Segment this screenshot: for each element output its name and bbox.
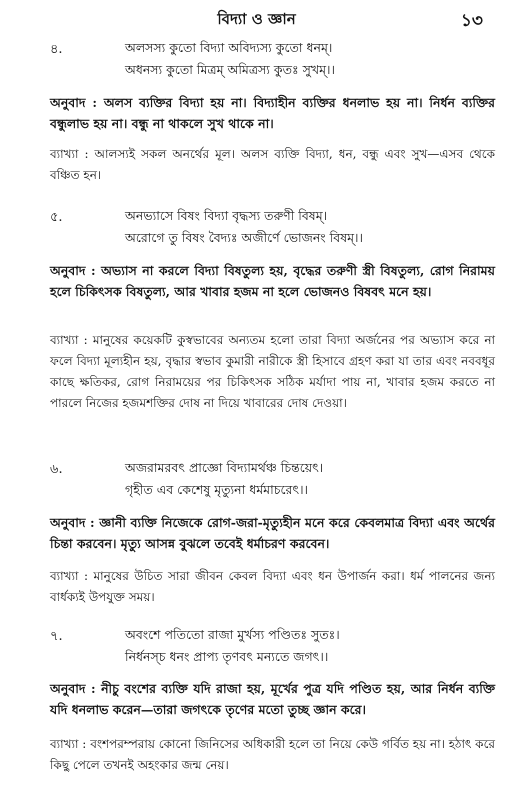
verse-line: নির্ধনস্চ ধনং প্রাপ্য তৃণবৎ মন্যতে জগৎ।। (125, 649, 329, 664)
explanation-text: বংশপরম্পরায় কোনো জিনিসের অধিকারী হলে তা নিয়ে কেউ গর্বিত হয় না। হঠাৎ করে কিছু পেলে তখনই অহংকার জন্ম নেয়। (50, 737, 495, 772)
verse-line: অধনস্য কুতো মিত্রম্ অমিত্রস্য কুতঃ সুখম্।। (125, 62, 336, 77)
translation-label: অনুবাদ : (50, 95, 97, 110)
translation-text: নীচু বংশের ব্যক্তি যদি রাজা হয়, মূর্খের পুত্র যদি পণ্ডিত হয়, আর নির্ধন ব্যক্তি যদি ধনলাভ করেন—তারা জগৎকে তৃণের মতো তুচ্ছ জ্ঞান করে। (50, 681, 495, 717)
explanation-5 (50, 330, 495, 414)
verse-line: অবংশে পতিতো রাজা মুর্খস্য পণ্ডিতঃ সুতঃ। (125, 627, 340, 642)
translation-5 (50, 260, 495, 302)
verse-line: অজরামরবৎ প্রাজ্ঞো বিদ্যামর্থঞ্চ চিন্তয়েৎ। (125, 460, 324, 475)
verse-line: গৃহীত এব কেশেষু মৃত্যুনা ধর্মমাচরেৎ।। (125, 482, 309, 497)
translation-6 (50, 512, 495, 554)
running-head: বিদ্যা ও জ্ঞান (217, 10, 296, 28)
translation-label: অনুবাদ : (50, 263, 96, 278)
explanation-text: মানুষের উচিত সারা জীবন কেবল বিদ্যা এবং ধন উপার্জন করা। ধর্ম পালনের জন্য বার্ধক্যই উপযুক্ত সময়। (50, 569, 495, 604)
translation-label: অনুবাদ : (50, 681, 96, 696)
verse-5 (50, 208, 490, 252)
verse-number: ৫. (50, 210, 63, 225)
explanation-6 (50, 566, 495, 608)
verse-number: ৭. (50, 629, 63, 644)
explanation-text: মানুষের কয়েকটি কুস্বভাবের অন্যতম হলো তারা বিদ্যা অর্জনের পর অভ্যাস করে না ফলে বিদ্যা মূল্যহীন হয়, বৃদ্ধার স্বভাব কুমারী নারীকে স্ত্রী হিসাবে গ্রহণ করা যা তার এবং নববধূর কাছে ক্ষতিকর, রোগ নিরাময়ের পর চিকিৎসক সঠিক মর্যাদা পায় না, খাবার হজম করতে না পারলে নিজের হজমশক্তির দোষ না দিয়ে খাবারের দোষ দেওয়া। (50, 333, 495, 410)
verse-line: অনভ্যাসে বিষং বিদ্যা বৃদ্ধস্য তরুণী বিষম্। (125, 208, 328, 223)
translation-7 (50, 678, 495, 720)
verse-7 (50, 627, 490, 671)
explanation-7 (50, 734, 495, 776)
explanation-4 (50, 144, 495, 186)
translation-label: অনুবাদ : (50, 515, 95, 530)
explanation-label: ব্যাখ্যা : (50, 333, 88, 347)
translation-text: জ্ঞানী ব্যক্তি নিজেকে রোগ-জরা-মৃত্যুহীন মনে করে কেবলমাত্র বিদ্যা এবং অর্থের চিন্তা করবেন। মৃত্যু আসন্ন বুঝলে তবেই ধর্মাচরণ করবেন। (50, 515, 495, 551)
explanation-label: ব্যাখ্যা : (50, 737, 87, 751)
verse-4 (50, 40, 490, 84)
page-header (0, 8, 513, 30)
page-number: ১৩ (460, 11, 483, 31)
explanation-label: ব্যাখ্যা : (50, 569, 88, 583)
verse-number: ৪. (50, 42, 63, 57)
translation-4 (50, 92, 495, 134)
verse-line: অলসস্য কুতো বিদ্যা অবিদ্যস্য কুতো ধনম্। (125, 40, 333, 55)
verse-6 (50, 460, 490, 504)
translation-text: অলস ব্যক্তির বিদ্যা হয় না। বিদ্যাহীন ব্যক্তির ধনলাভ হয় না। নির্ধন ব্যক্তির বন্ধুলাভ হয় না। বন্ধু না থাকলে সুখ থাকে না। (50, 95, 495, 131)
verse-number: ৬. (50, 462, 63, 477)
verse-line: অরোগে তু বিষং বৈদ্যঃ অজীর্ণে ভোজনং বিষম্।। (125, 230, 363, 245)
explanation-text: আলস্যই সকল অনর্থের মূল। অলস ব্যক্তি বিদ্যা, ধন, বন্ধু এবং সুখ—এসব থেকে বঞ্চিত হন। (50, 147, 495, 182)
explanation-label: ব্যাখ্যা : (50, 147, 89, 161)
translation-text: অভ্যাস না করলে বিদ্যা বিষতুল্য হয়, বৃদ্ধের তরুণী স্ত্রী বিষতুল্য, রোগ নিরাময় হলে চিকিৎসক বিষতুল্য, আর খাবার হজম না হলে ভোজনও বিষবৎ মনে হয়। (50, 263, 495, 299)
